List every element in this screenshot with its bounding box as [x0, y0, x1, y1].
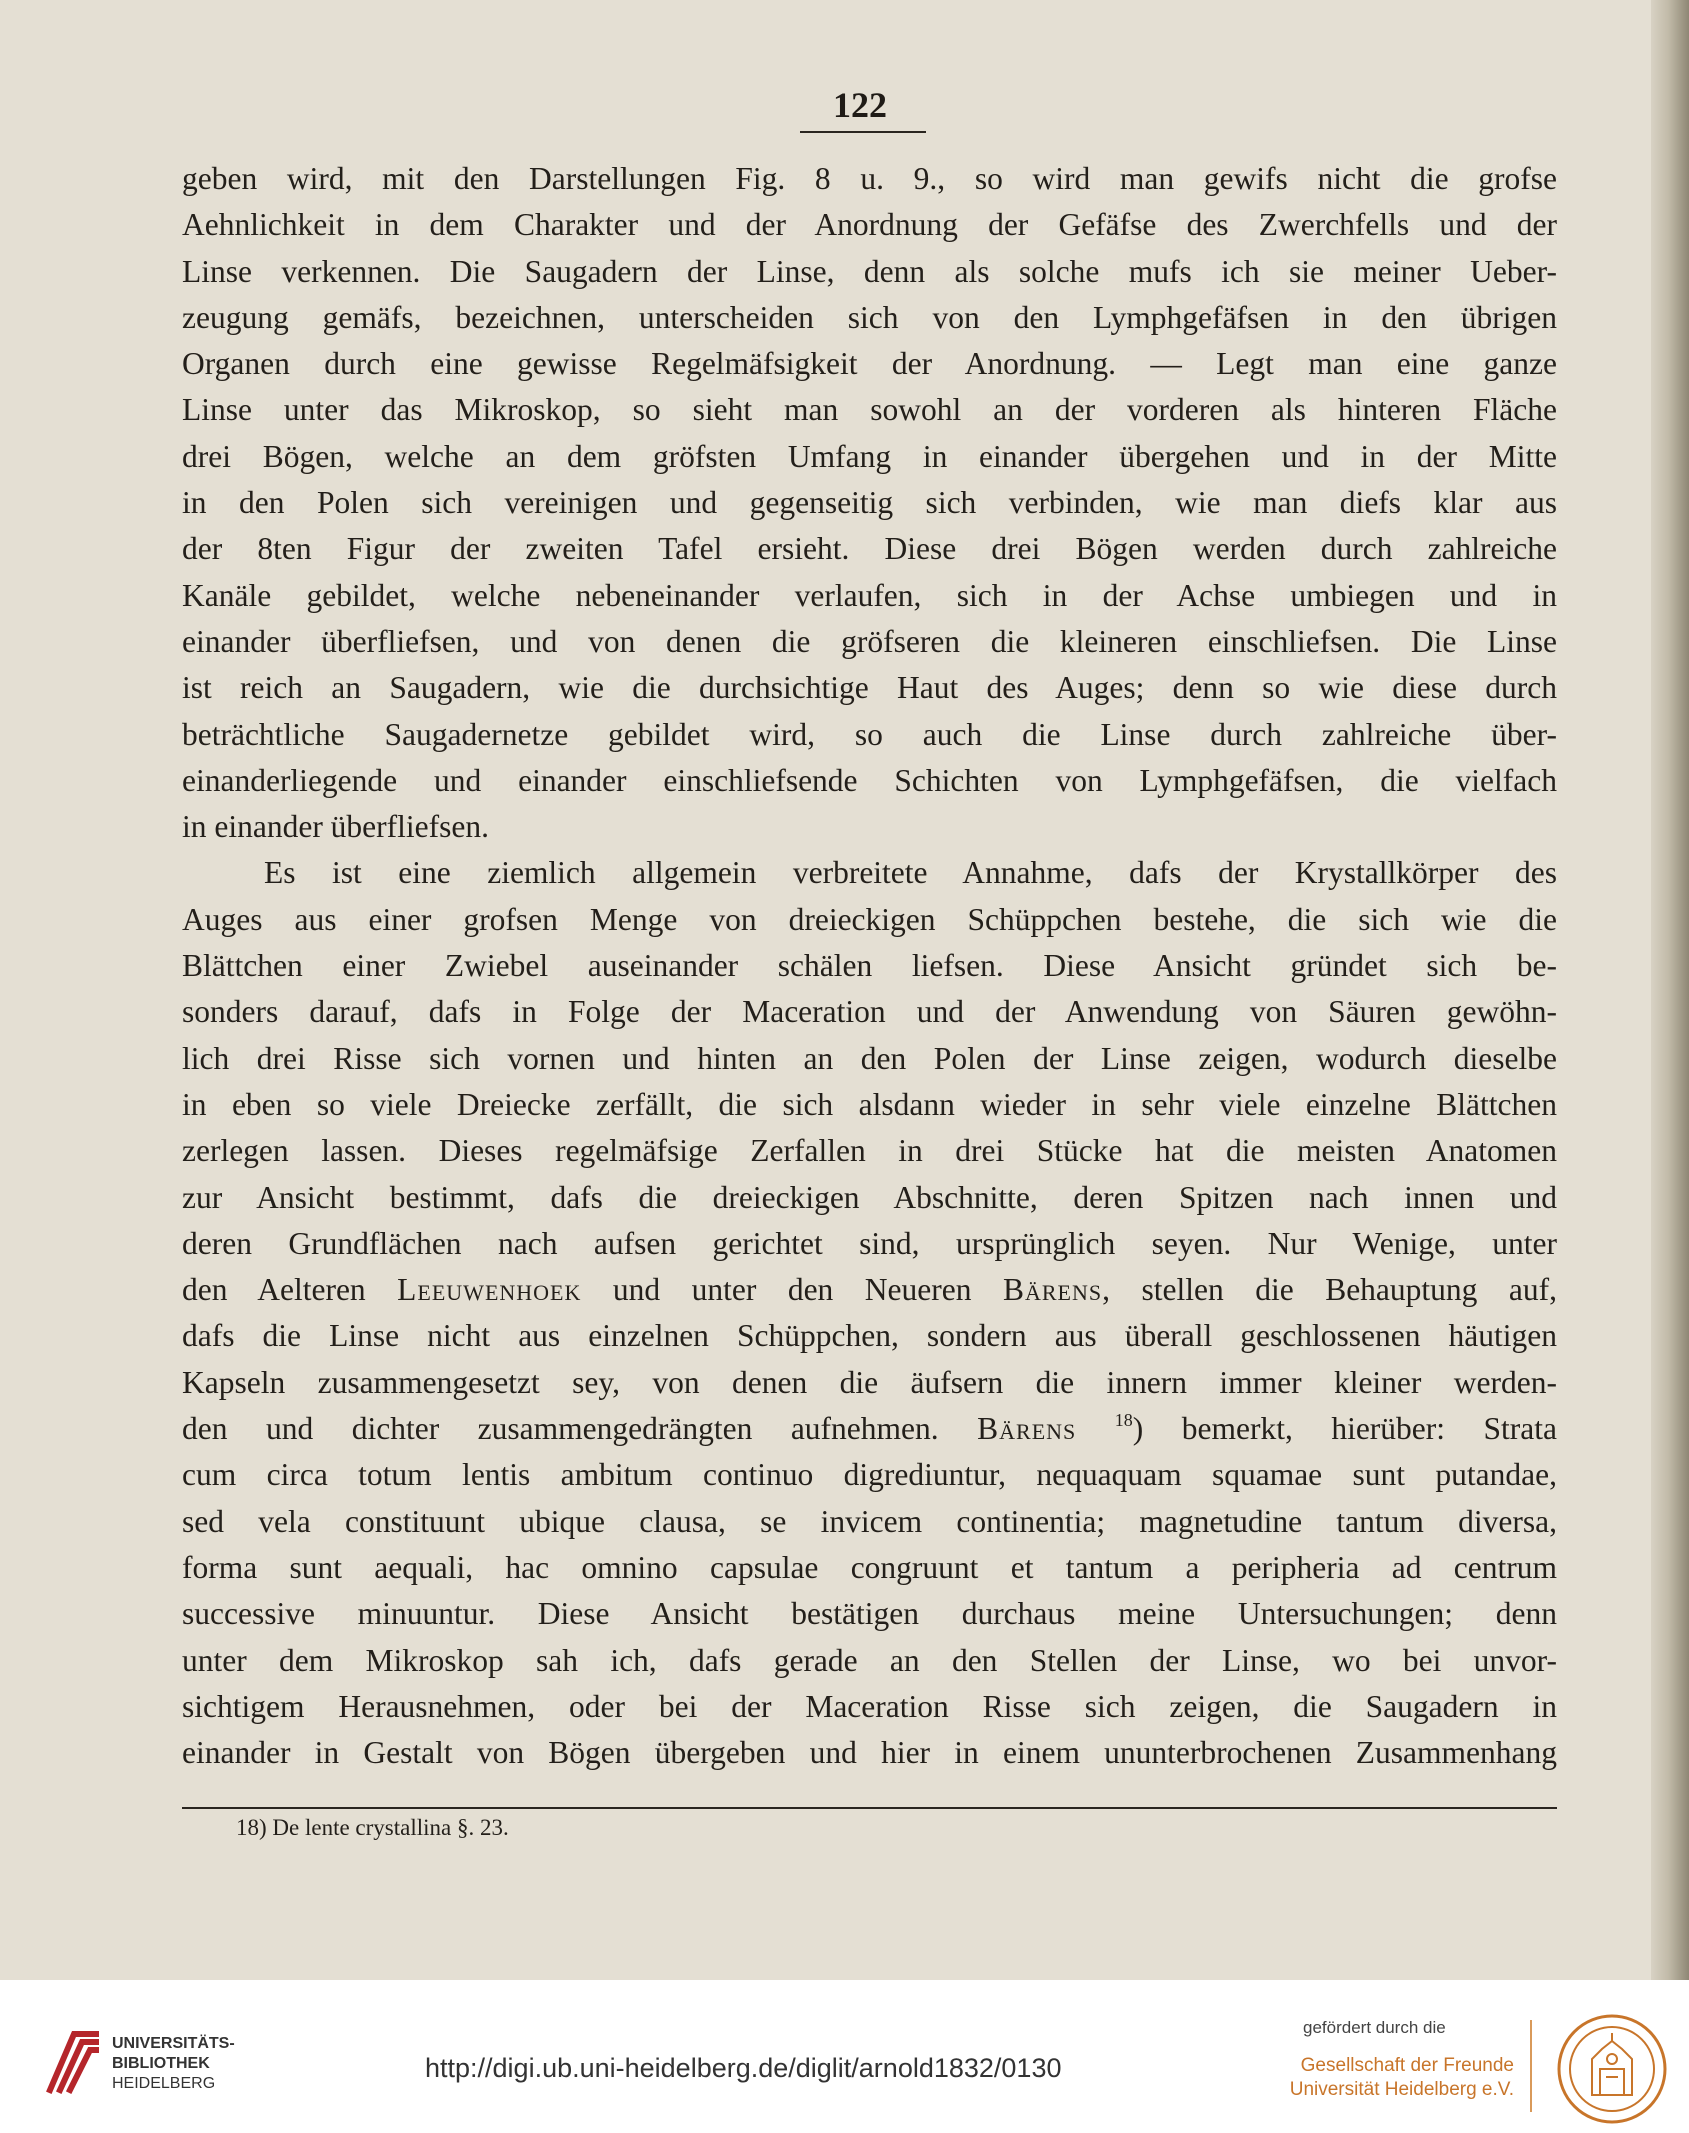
text-line	[182, 1036, 1557, 1082]
library-name-line3: HEIDELBERG	[112, 2075, 216, 2092]
text-segment: drei Bögen, welche an dem gröfsten Umfang in einander übergehen und in der Mitte	[182, 438, 1557, 474]
text-line	[182, 1267, 1557, 1313]
text-segment: in den Polen sich vereinigen und gegenseitig sich verbinden, wie man diefs klar aus	[182, 485, 1557, 521]
text-line	[182, 1684, 1557, 1730]
text-line	[182, 387, 1557, 433]
text-segment: beträchtliche Saugadernetze gebildet wird, so auch die Linse durch zahlreiche über-	[182, 716, 1557, 752]
footnote: 18) De lente crystallina §. 23.	[236, 1815, 509, 1840]
text-segment: sichtigem Herausnehmen, oder bei der Maceration Risse sich zeigen, die Saugadern in	[182, 1688, 1557, 1724]
author-name: Leeuwenhoek	[397, 1272, 582, 1308]
text-segment: Auges aus einer grofsen Menge von dreieckigen Schüppchen bestehe, die sich wie die	[182, 901, 1557, 937]
text-line	[182, 480, 1557, 526]
text-segment: Kanäle gebildet, welche nebeneinander verlaufen, sich in der Achse umbiegen und in	[182, 577, 1557, 613]
text-line	[182, 341, 1557, 387]
text-segment: Linse verkennen. Die Saugadern der Linse, denn als solche mufs ich sie meiner Ueber-	[182, 253, 1557, 289]
text-segment: und unter den Neueren	[581, 1272, 1003, 1308]
university-seal-icon[interactable]	[1556, 2013, 1668, 2125]
sponsor-name-line2: Universität Heidelberg e.V.	[1289, 2079, 1514, 2100]
text-segment: einanderliegende und einander einschliefsende Schichten von Lymphgefäfsen, die vielfach	[182, 762, 1557, 798]
text-line	[182, 665, 1557, 711]
text-segment: lich drei Risse sich vornen und hinten an den Polen der Linse zeigen, wodurch dieselbe	[182, 1040, 1557, 1076]
text-segment: , stellen die Behauptung auf,	[1102, 1272, 1558, 1308]
sponsor-intro-text: gefördert durch die	[1303, 2018, 1446, 2037]
text-line	[182, 1545, 1557, 1591]
text-segment: den Aelteren	[182, 1272, 398, 1308]
text-line	[182, 202, 1557, 248]
text-line	[182, 573, 1557, 619]
footnote-rule	[182, 1807, 1557, 1809]
text-segment: einander überfliefsen, und von denen die gröfseren die kleineren einschliefsen. Die Linse	[182, 623, 1557, 659]
text-segment: Aehnlichkeit in dem Charakter und der Anordnung der Gefäfse des Zwerchfells und der	[182, 207, 1557, 243]
text-segment: Es ist eine ziemlich allgemein verbreitete Annahme, dafs der Krystallkörper des	[264, 855, 1557, 891]
text-segment: Kapseln zusammengesetzt sey, von denen die äufsern die innern immer kleiner werden-	[182, 1364, 1557, 1400]
text-line	[182, 249, 1557, 295]
text-line	[182, 943, 1557, 989]
sponsor-name-line1: Gesellschaft der Freunde	[1300, 2055, 1514, 2076]
text-segment: successive minuuntur. Diese Ansicht bestätigen durchaus meine Untersuchungen; denn	[182, 1596, 1557, 1632]
body-text	[182, 156, 1557, 1776]
sponsor-divider	[1530, 2020, 1532, 2112]
text-line	[182, 1452, 1557, 1498]
text-line	[182, 1175, 1557, 1221]
text-line	[182, 1730, 1557, 1776]
page-number: 122	[833, 85, 887, 125]
text-line	[182, 434, 1557, 480]
text-line	[182, 1406, 1557, 1452]
text-segment: ) bemerkt, hierüber: Strata	[1132, 1411, 1557, 1447]
author-name: Bärens	[1002, 1272, 1103, 1308]
text-segment: deren Grundflächen nach aufsen gerichtet sind, ursprünglich seyen. Nur Wenige, unter	[182, 1225, 1557, 1261]
author-name: Bärens	[977, 1411, 1077, 1447]
text-segment: der 8ten Figur der zweiten Tafel ersieht. Diese drei Bögen werden durch zahlreiche	[182, 531, 1557, 567]
text-line	[182, 1638, 1557, 1684]
university-library-name[interactable]	[112, 2034, 235, 2094]
sponsor-name[interactable]	[1282, 2054, 1514, 2102]
text-line	[182, 712, 1557, 758]
text-segment: dafs die Linse nicht aus einzelnen Schüppchen, sondern aus überall geschlossenen häutigen	[182, 1318, 1557, 1354]
text-segment: Linse unter das Mikroskop, so sieht man sowohl an der vorderen als hinteren Fläche	[182, 392, 1557, 428]
text-segment: unter dem Mikroskop sah ich, dafs gerade an den Stellen der Linse, wo bei unvor-	[182, 1642, 1557, 1678]
text-segment	[1076, 1411, 1115, 1446]
text-line	[182, 295, 1557, 341]
text-segment: einander in Gestalt von Bögen übergeben und hier in einem ununterbrochenen Zusammenhang	[182, 1735, 1557, 1771]
text-segment: cum circa totum lentis ambitum continuo digrediuntur, nequaquam squamae sunt putandae,	[182, 1457, 1557, 1493]
text-line	[182, 1221, 1557, 1267]
permalink-url[interactable]: http://digi.ub.uni-heidelberg.de/diglit/arnold1832/0130	[425, 2053, 1062, 2083]
text-segment: zeugung gemäfs, bezeichnen, unterscheiden sich von den Lymphgefäfsen in den übrigen	[182, 299, 1557, 335]
text-segment: sonders darauf, dafs in Folge der Maceration und der Anwendung von Säuren gewöhn-	[182, 994, 1557, 1030]
text-segment: in einander überfliefsen.	[182, 809, 489, 845]
text-segment: forma sunt aequali, hac omnino capsulae congruunt et tantum a peripheria ad centrum	[182, 1549, 1557, 1585]
text-line	[182, 758, 1557, 804]
text-line	[182, 526, 1557, 572]
text-segment: geben wird, mit den Darstellungen Fig. 8 u. 9., so wird man gewifs nicht die grofse	[182, 161, 1557, 196]
text-line	[182, 989, 1557, 1035]
text-line	[182, 1591, 1557, 1637]
text-line	[182, 850, 1557, 896]
university-library-logo-icon[interactable]	[44, 2026, 102, 2096]
text-line	[182, 804, 1557, 850]
text-line	[182, 1128, 1557, 1174]
library-name-line1: UNIVERSITÄTS-	[112, 2035, 235, 2052]
text-segment: zur Ansicht bestimmt, dafs die dreieckigen Abschnitte, deren Spitzen nach innen und	[182, 1179, 1557, 1215]
page-spine-shadow	[1651, 0, 1689, 1980]
text-line	[182, 1499, 1557, 1545]
text-segment: Organen durch eine gewisse Regelmäfsigkeit der Anordnung. — Legt man eine ganze	[182, 346, 1557, 382]
text-line	[182, 156, 1557, 202]
text-segment: sed vela constituunt ubique clausa, se invicem continentia; magnetudine tantum diversa,	[182, 1503, 1557, 1539]
footnote-marker: 18	[1114, 1410, 1133, 1431]
text-segment: zerlegen lassen. Dieses regelmäfsige Zerfallen in drei Stücke hat die meisten Anatomen	[182, 1133, 1557, 1169]
text-line	[182, 619, 1557, 665]
page-number-rule	[800, 131, 926, 133]
text-line	[182, 1360, 1557, 1406]
text-line	[182, 1082, 1557, 1128]
library-name-line2: BIBLIOTHEK	[112, 2055, 210, 2072]
text-line	[182, 897, 1557, 943]
text-segment: Blättchen einer Zwiebel auseinander schälen liefsen. Diese Ansicht gründet sich be-	[182, 948, 1557, 984]
text-segment: den und dichter zusammengedrängten aufnehmen.	[182, 1411, 978, 1447]
text-segment: ist reich an Saugadern, wie die durchsichtige Haut des Auges; denn so wie diese durch	[182, 670, 1557, 706]
text-line	[182, 1313, 1557, 1359]
text-segment: in eben so viele Dreiecke zerfällt, die sich alsdann wieder in sehr viele einzelne Blättchen	[182, 1086, 1557, 1122]
